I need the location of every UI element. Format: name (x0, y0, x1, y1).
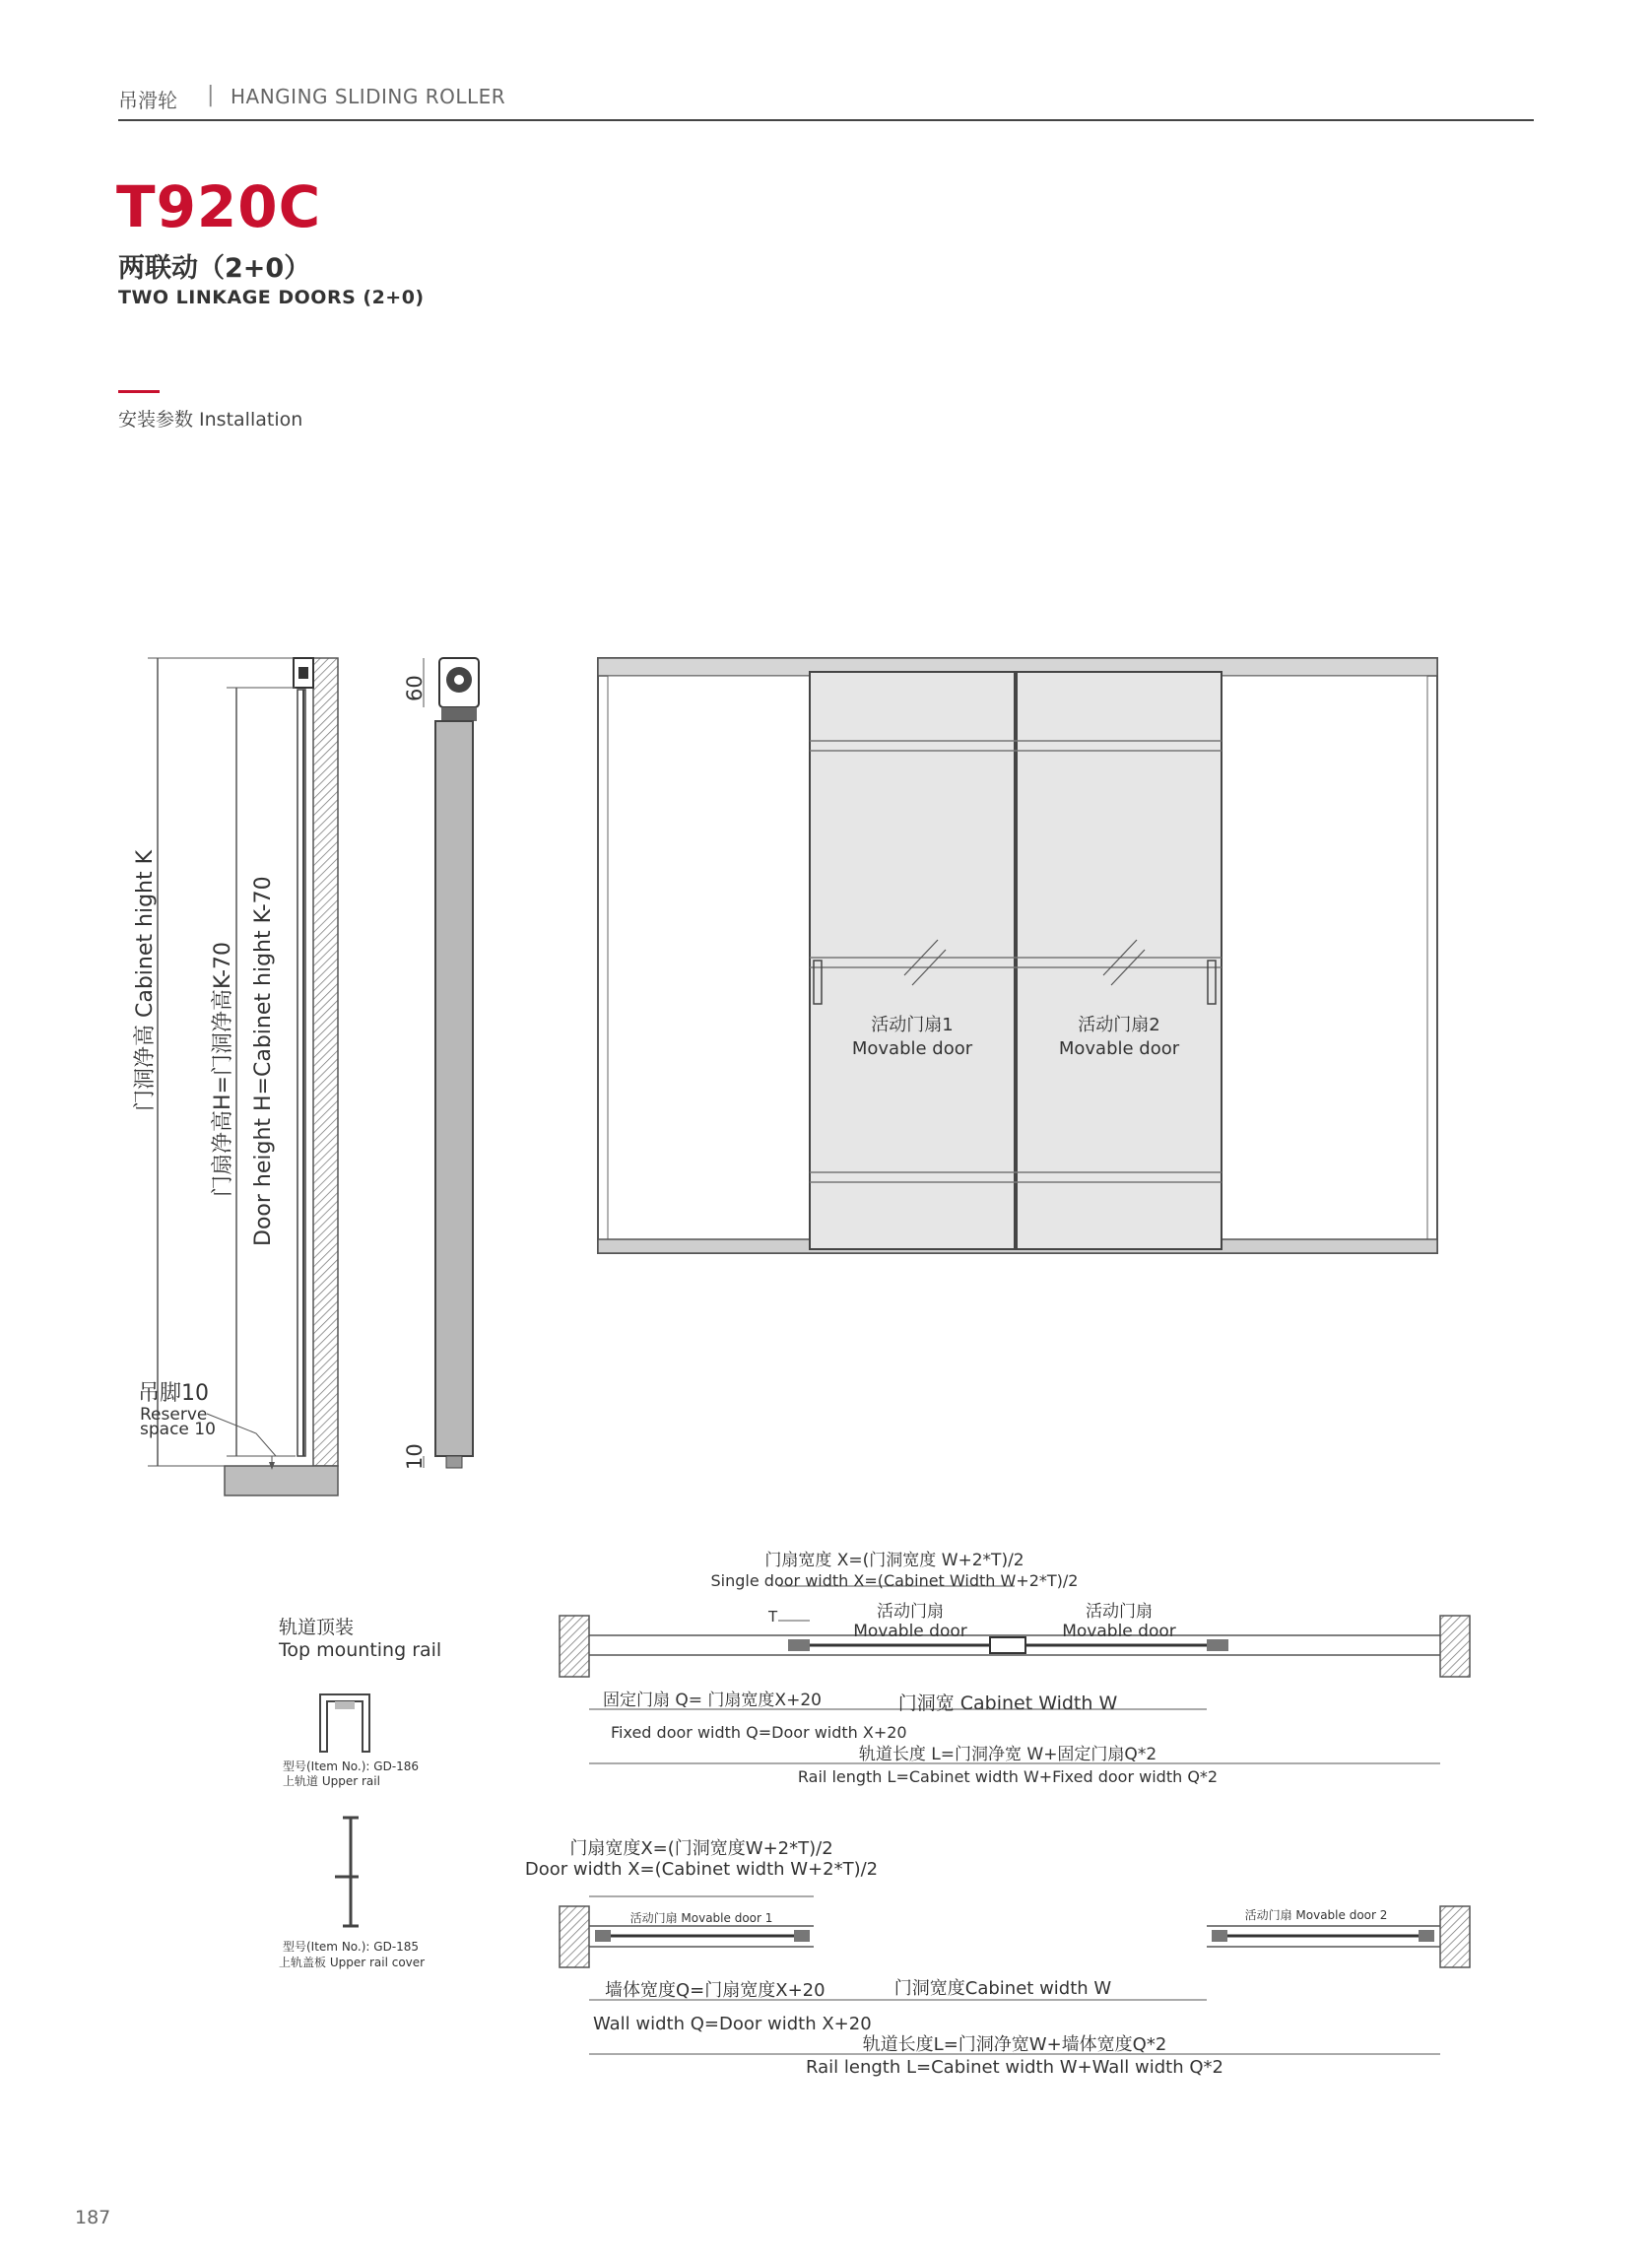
label-plan1-cabinet-width: 门洞宽 Cabinet Width W (897, 1693, 1118, 1714)
movable-door-1 (810, 672, 1015, 1249)
door-profile (435, 721, 473, 1456)
movable-door-2 (1017, 672, 1222, 1249)
label-plan1-rail-cn: 轨道长度 L=门洞净宽 W+固定门扇Q*2 (858, 1745, 1157, 1764)
plan2-door1-left-end (595, 1930, 611, 1942)
plan1-right-wall (1440, 1616, 1470, 1677)
label-plan1-width-cn: 门扇宽度 X=(门洞宽度 W+2*T)/2 (764, 1551, 1024, 1570)
label-plan2-door2: 活动门扇 Movable door 2 (1244, 1908, 1388, 1922)
label-dim-10: 10 (403, 1443, 427, 1470)
rail-profiles (278, 1617, 441, 1969)
label-door2-en: Movable door (1058, 1038, 1180, 1059)
header-category-cn: 吊滑轮 (118, 89, 177, 112)
label-door-height-en: Door height H=Cabinet hight K-70 (251, 876, 276, 1246)
plan1-connector (990, 1637, 1025, 1653)
label-plan2-rail-en: Rail length L=Cabinet width W+Wall width Q*2 (806, 2057, 1223, 2078)
label-plan2-cabinet-width: 门洞宽度Cabinet width W (893, 1978, 1112, 1999)
front-elevation (598, 658, 1437, 1253)
label-item2-no: 型号(Item No.): GD-185 (283, 1940, 420, 1954)
label-plan1-door-b-en: Movable door (1062, 1622, 1176, 1641)
label-rail-title-en: Top mounting rail (279, 1639, 442, 1661)
label-reserve-en-1: Reserve (140, 1405, 208, 1425)
label-door2-cn: 活动门扇2 (1078, 1015, 1160, 1035)
plan-view-1 (560, 1551, 1470, 1786)
product-model: T920C (116, 173, 322, 240)
section-title: 安装参数 Installation (118, 409, 303, 431)
label-door1-cn: 活动门扇1 (871, 1015, 954, 1035)
roller-hub (454, 675, 464, 685)
plan-view-2 (525, 1838, 1470, 2078)
floor-slab (225, 1466, 338, 1495)
profile-view (403, 658, 479, 1470)
label-plan2-door1: 活动门扇 Movable door 1 (629, 1911, 773, 1925)
plan2-right-wall (1440, 1906, 1470, 1967)
label-plan1-t: T (768, 1608, 778, 1626)
side-section-view (133, 658, 338, 1495)
label-plan2-width-en: Door width X=(Cabinet width W+2*T)/2 (524, 1859, 879, 1880)
label-item1-name: 上轨道 Upper rail (283, 1774, 380, 1788)
label-plan1-door-a-cn: 活动门扇 (877, 1602, 944, 1622)
plan2-door2-right-end (1419, 1930, 1434, 1942)
header-category-en: HANGING SLIDING ROLLER (231, 85, 506, 108)
side-wall (313, 658, 338, 1466)
roller-section (298, 667, 308, 679)
label-plan1-fixed-cn: 固定门扇 Q= 门扇宽度X+20 (603, 1691, 822, 1710)
page-number: 187 (75, 2207, 111, 2228)
bottom-guide (446, 1456, 462, 1468)
label-dim-60: 60 (403, 675, 427, 701)
reserve-leader (207, 1414, 276, 1456)
label-rail-title-cn: 轨道顶装 (279, 1617, 355, 1638)
plan2-door1-right-end (794, 1930, 810, 1942)
label-plan1-width-en: Single door width X=(Cabinet Width W+2*T)/2 (710, 1571, 1079, 1590)
label-plan1-fixed-en: Fixed door width Q=Door width X+20 (611, 1723, 907, 1742)
label-plan1-rail-en: Rail length L=Cabinet width W+Fixed door width Q*2 (797, 1767, 1219, 1786)
plan1-door-a-end (788, 1639, 810, 1651)
upper-rail-slot (335, 1701, 355, 1709)
label-door1-en: Movable door (851, 1038, 973, 1059)
plan2-door2-left-end (1212, 1930, 1227, 1942)
label-item2-name: 上轨盖板 Upper rail cover (279, 1956, 426, 1969)
label-reserve-cn: 吊脚10 (138, 1381, 209, 1406)
label-plan2-wall-cn: 墙体宽度Q=门扇宽度X+20 (605, 1980, 826, 2001)
label-plan2-wall-en: Wall width Q=Door width X+20 (593, 2014, 872, 2034)
label-plan1-door-a-en: Movable door (853, 1622, 967, 1641)
label-door-height-cn: 门扇净高H=门洞净高K-70 (211, 941, 235, 1197)
plan1-left-wall (560, 1616, 589, 1677)
label-reserve-en-2: space 10 (140, 1420, 216, 1439)
label-plan1-door-b-cn: 活动门扇 (1086, 1602, 1153, 1622)
plan2-left-wall (560, 1906, 589, 1967)
label-plan2-rail-cn: 轨道长度L=门洞净宽W+墙体宽度Q*2 (862, 2034, 1167, 2055)
label-plan2-width-cn: 门扇宽度X=(门洞宽度W+2*T)/2 (569, 1838, 833, 1859)
header-separator: | (207, 83, 215, 107)
label-cabinet-height: 门洞净高 Cabinet hight K (133, 849, 158, 1111)
plan1-door-b-end (1207, 1639, 1228, 1651)
product-subtitle-en: TWO LINKAGE DOORS (2+0) (118, 287, 425, 308)
door-leaf-inner (302, 690, 304, 1456)
label-item1-no: 型号(Item No.): GD-186 (283, 1759, 420, 1773)
roller-bracket (441, 707, 477, 721)
product-subtitle-cn: 两联动（2+0） (118, 253, 311, 284)
upper-rail-cover-profile (335, 1818, 359, 1926)
